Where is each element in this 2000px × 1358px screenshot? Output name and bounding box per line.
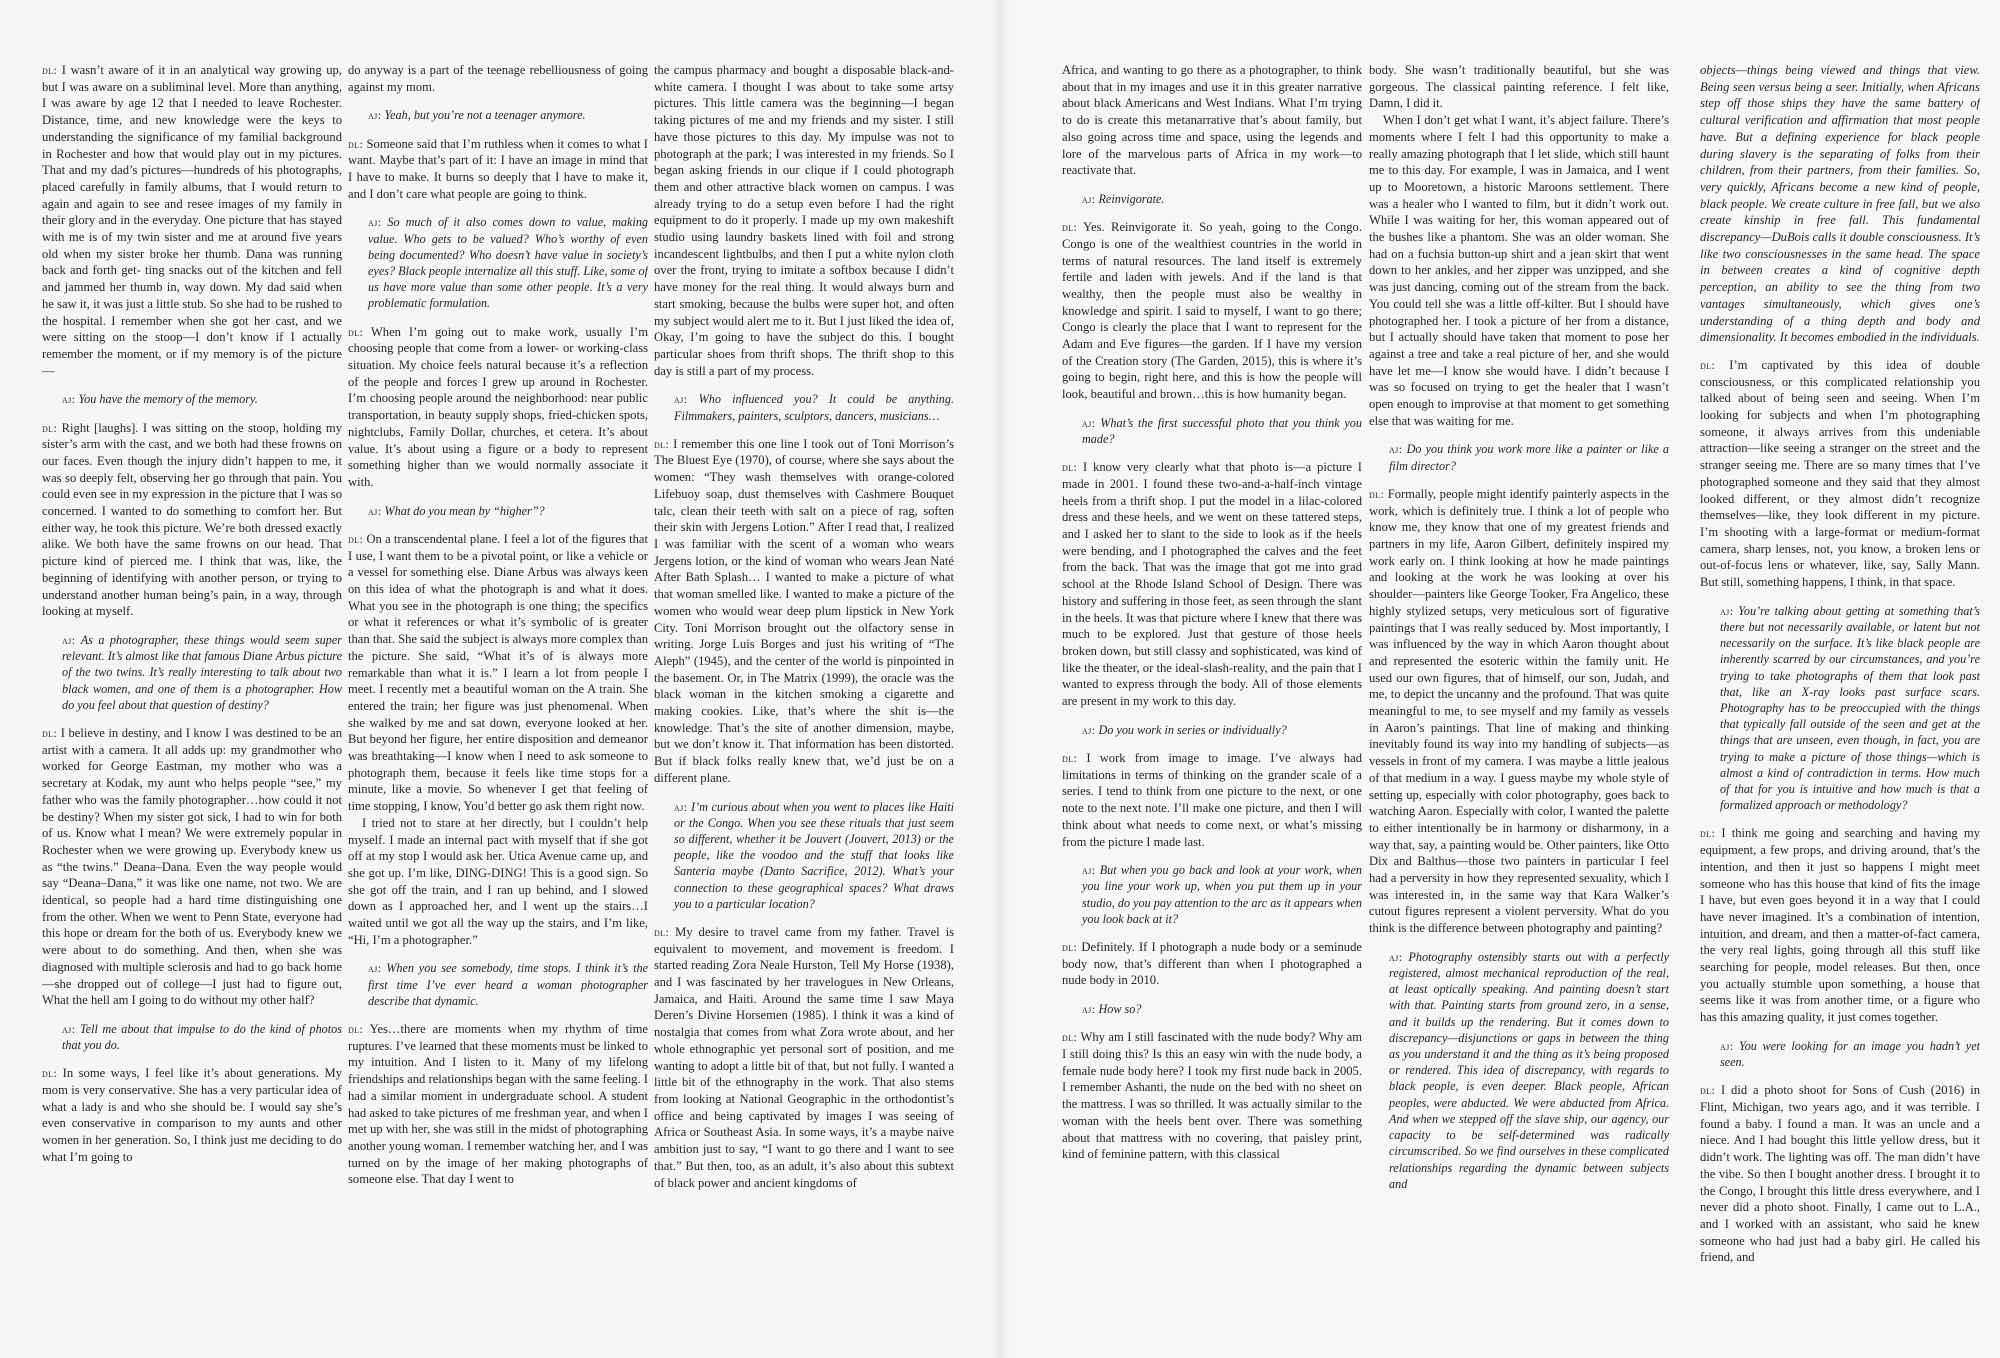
interviewer-question (1389, 441, 1669, 473)
speaker-label: dl: (1369, 486, 1385, 501)
paragraph-text: I work from image to image. I’ve always had limitations in terms of thinking on the grander scale of a series. I tend to think from one picture to the next, or one note to the next note. I’ll make one picture, and then I will think about what needs to come next, or what’s missing from the picture I made last. (1062, 751, 1362, 849)
paragraph (348, 62, 648, 95)
page-gutter (990, 0, 1010, 1358)
paragraph-text: When I’m going out to make work, usually I’m choosing people that come from a lower- or working-class situation. My choice feels natural because it’s a reflection of the people and forces I grew up around in Rochester. I’m choosing people around the neighborhood: near public transportation, in beauty supply shops, fried-chicken spots, nightclubs, Family Dollar, churches, et cetera. It’s about value. It’s about using a figure or a body to represent something higher than we would normally associate it with. (348, 324, 648, 489)
paragraph (654, 924, 954, 1191)
speaker-label: dl: (348, 324, 364, 339)
paragraph (348, 815, 648, 949)
speaker-label: aj: (1082, 1002, 1096, 1017)
paragraph (1062, 1029, 1362, 1163)
speaker-label: dl: (1062, 940, 1078, 955)
speaker-label: dl: (1700, 1083, 1716, 1098)
paragraph (42, 1065, 342, 1165)
paragraph-text: Africa, and wanting to go there as a photographer, to think about that in my images and use it in this greater narrative about black Americans and West Indians. What I’m trying to do is create this metanarrative that’s about family, but also going across time and space, using the legends and lore of the marvelous parts of Africa in my work—to reactivate that. (1062, 63, 1362, 178)
interviewer-question (1082, 191, 1362, 207)
paragraph-text: I wasn’t aware of it in an analytical way growing up, but I was aware on a subliminal level. More than anything, I was aware by age 12 that I needed to leave Rochester. Distance, time, and new knowledge were the keys to understanding the significance of my familial background in Rochester and how that would play out in my pictures. That and my dad’s pictures—hundreds of his photographs, placed carefully in family albums, that I would return to again and again to see and resee images of my family in their glory and in the everyday. One picture that has stayed with me is of my twin sister and me at around five years old when my sister broke her thumb. Dana was running back and forth get- ting snacks out of the kitchen and fell and jammed her thumb in, way down. My dad said when he saw it, it was just a little stub. So she had to be rushed to the hospital. I remember when she got her cast, and we were sitting on the stoop—I don’t know if I actually remember the moment, or if my memory is of the picture— (42, 63, 342, 378)
paragraph-text: objects—things being viewed and things that view. Being seen versus being a seer. Initially, when Africans step off those ships they have the same battery of cultural verification and affirmation that most people have. But a defining experience for black people during slavery is the separating of folks from their children, from their partners, from their families. So, very quickly, Africans become a new kind of people, black people. We create culture in free fall, but we also create kinship in free fall. This fundamental discrepancy—DuBois calls it double consciousness. It’s like two consciousnesses in the same head. The space in between creates a kind of cognitive depth perception, an ability to see the thing from two vantages simultaneously, which gives one’s understanding of a thing depth and body and dimensionality. It becomes embodied in the individuals. (1700, 63, 1980, 345)
paragraph (348, 531, 648, 815)
speaker-label: dl: (1700, 826, 1716, 841)
paragraph-text: But when you go back and look at your work, when you line your work up, when you put them up in your studio, do you pay attention to the arc as it appears when you look back at it? (1082, 863, 1362, 926)
text-column-3 (654, 62, 954, 1332)
paragraph (42, 725, 342, 1009)
paragraph (1062, 62, 1362, 179)
text-column-2 (348, 62, 648, 1332)
speaker-label: dl: (348, 1022, 364, 1037)
speaker-label: aj: (1720, 603, 1734, 618)
paragraph (42, 62, 342, 379)
paragraph-text: I’m captivated by this idea of double consciousness, or this complicated relationship you talked about of being seen and seeing. When I’m looking for subjects and when I’m photographing someone, it always arrives from this undeniable attraction—like seeing a stranger on the street and the stranger seeing me. There are so many times that I’ve photographed someone and they said that they almost looked different, or they almost didn’t recognize themselves—like, they look different in my picture. I’m shooting with a large-format or medium-format camera, sharp lenses, not, you know, a broken lens or out-of-focus lens or whatever, like, say, Sally Mann. But still, something happens, I think, in that space. (1700, 357, 1980, 590)
speaker-label: dl: (1700, 357, 1716, 372)
paragraph (1700, 62, 1980, 346)
speaker-label: dl: (42, 420, 58, 435)
speaker-label: aj: (368, 215, 382, 230)
speaker-label: aj: (1389, 442, 1403, 457)
speaker-label: aj: (62, 633, 76, 647)
interviewer-question (62, 1021, 342, 1053)
paragraph (654, 62, 954, 379)
interviewer-question (368, 503, 648, 519)
paragraph-text: Definitely. If I photograph a nude body or a seminude body now, that’s different than when I photographed a nude body in 2010. (1062, 940, 1362, 988)
speaker-label: aj: (1082, 863, 1096, 878)
paragraph-text: When you see somebody, time stops. I think it’s the first time I’ve ever heard a woman photographer describe that dynamic. (368, 961, 648, 1008)
paragraph-text: What do you mean by “higher”? (384, 503, 545, 518)
paragraph-text: I’m curious about when you went to places like Haiti or the Congo. When you see these rituals that just seem so different, whether it be Jouvert (Jouvert, 2013) or the people, like the voodoo and the stuff that looks like Santeria maybe (Danto Sacrifice, 2012). What’s your connection to these geographical spaces? What draws you to a particular location? (674, 799, 954, 911)
interviewer-question (1389, 949, 1669, 1192)
speaker-label: aj: (368, 108, 382, 123)
paragraph-text: I remember this one line I took out of Toni Morrison’s The Bluest Eye (1970), of course, where she says about the women: “They wash themselves with orange-colored Lifebuoy soap, dust themselves with Cashmere Bouquet talc, clean their teeth with salt on a piece of rag, soften their skin with Jergens Lotion.” After I read that, I realized I was familiar with the scent of a woman who wears Jergens lotion, or the kind of woman who wears Jean Naté After Bath Splash… I wanted to make a picture of what that woman smelled like. I wanted to make a picture of the women who would wear deep plum lipstick in New York City. Toni Morrison brought out the olfactory sense in writing. Jorge Luis Borges and just his writing of “The Aleph” (1945), and the center of the world is pinpointed in the basement. Or, in The Matrix (1999), the oracle was the black woman in the kitchen smoking a cigarette and making cookies. Like, that’s where the shit is—the knowledge. That’s the site of another dimension, maybe, but we don’t know it. That information has been distorted. But if black folks really knew that, we’d just be on a different plane. (654, 436, 954, 785)
paragraph (654, 436, 954, 787)
speaker-label: dl: (1062, 751, 1078, 766)
speaker-label: dl: (654, 924, 670, 939)
speaker-label: aj: (1082, 722, 1096, 737)
speaker-label: aj: (1389, 949, 1403, 964)
paragraph-text: My desire to travel came from my father. Travel is equivalent to movement, and movement is freedom. I started reading Zora Neale Hurston, Tell My Horse (1938), and I was fascinated by her travelogues in New Orleans, Jamaica, and Haiti. Around the same time I saw Maya Deren’s Divine Horsemen (1985). I think it was a kind of nostalgia that comes from what Zora wrote about, and her whole ethnographic yet personal sort of position, and me wanting to adopt a little bit of that, but not fully. I wanted a little bit of the ethnography in the work. That also stems from looking at National Geographic in the orthodontist’s office and being captivated by images I was seeing of Africa or Southeast Asia. In some ways, it’s a maybe naive ambition just to say, “I want to go there and I want to see that.” But then, too, as an adult, it’s also about this subtext of black power and ancient kingdoms of (654, 924, 954, 1190)
speaker-label: dl: (42, 1066, 58, 1081)
paragraph (1369, 112, 1669, 429)
paragraph-text: Someone said that I’m ruthless when it comes to what I want. Maybe that’s part of it: I have an image in mind that I have to make. It burns so deeply that I have to make it, and I don’t care what people are going to think. (348, 136, 648, 201)
text-column-6 (1700, 62, 1980, 1332)
paragraph (1369, 62, 1669, 112)
paragraph (348, 1021, 648, 1188)
paragraph-text: I think me going and searching and having my equipment, a few props, and driving around, that’s the intention, and then it just so happens I might meet someone who has this house that kind of fits the image I have, but even goes beyond it in a way that I could have never imagined. It’s a combination of intention, intuition, and dream, and then a matter-of-fact camera, the very real lights, going through all this stuff like searching for people, model releases. But then, once you actually stumble upon something, a house that seems like it was from another time, or a figure who has this amazing quality, it just comes together. (1700, 826, 1980, 1025)
paragraph-text: On a transcendental plane. I feel a lot of the figures that I use, I want them to be a pivotal point, or like a vehicle or a vessel for something else. Diane Arbus was always keen on this idea of what the photograph is and what it does. What you see in the photograph is one thing; the specifics or what it references or what it’s symbolic of is greater than that. She said the subject is always more complex than the picture. She said, “What it’s of is always more remarkable than what it is.” I learn a lot from people I meet. I recently met a beautiful woman on the A train. She entered the train; her figure was just phenomenal. When she walked by me and sat down, everyone looked at her. But beyond her figure, her entire disposition and demeanor was breathtaking—I know when I need to ask someone to photograph them, because it feels like time stops for a minute, like a movie. So whenever I get that feeling of time stopping, I know, You’d better go ask them right now. (348, 531, 648, 814)
paragraph-text: You were looking for an image you hadn’t yet seen. (1720, 1038, 1980, 1070)
paragraph-text: Photography ostensibly starts out with a perfectly registered, almost mechanical reproduction of the real, at least optically speaking. And painting doesn’t start with that. Painting starts from ground zero, in a sense, and it builds up the rendering. But it comes down to discrepancy—disjunctions or gaps in between the thing as you understand it and the thing as it’s being proposed or rendered. This idea of discrepancy, with regards to black people, is even deeper. Black people, African peoples, were abducted. We were abducted from Africa. And when we stepped off the slave ship, our agency, our capacity to be self-determined was radically circumscribed. So we find ourselves in these complicated relationships regarding the dynamic between subjects and (1389, 949, 1669, 1191)
text-column-4 (1062, 62, 1362, 1332)
speaker-label: dl: (42, 63, 58, 77)
paragraph-text: the campus pharmacy and bought a disposable black-and-white camera. I thought I was about to take some artsy pictures. This little camera was the beginning—I began taking pictures of me and my friends and my sister. I still have those pictures to this day. My impulse was not to photograph at the park; I was interested in my friends. So I began asking friends in our clique if I could photograph them and other attractive black women on campus. I was already trying to do a setup even before I had the right equipment to do it properly. I made up my own makeshift studio using laundry baskets lined with foil and strong incandescent lightbulbs, and then I put a white nylon cloth over the front, trying to imitate a softbox because I didn’t have money for the real thing. It would always burn and start smoking, because the bulbs were super hot, and often my subject would alert me to it. But I just liked the idea of, Okay, I’m going to have the subject do this. I bought particular shoes from thrift shops. The thrift shop to this day is still a part of my process. (654, 63, 954, 378)
paragraph-text: When I don’t get what I want, it’s abject failure. There’s moments where I felt I had this opportunity to make a really amazing photograph that I let slide, which still haunt me to this day. For example, I was in Jamaica, and I went up to Mooretown, a historic Maroons settlement. There was a healer who I wanted to film, but it didn’t work out. While I was waiting for her, this woman appeared out of the bushes like a phantom. She was an older woman. She had on a fuchsia button-up shirt and a jean skirt that went down to her ankles, and her zipper was unzipped, and she was just dancing, coming out of the stream from the back. You could tell she was a little off-kilter. But I should have photographed her. I took a picture of her from a distance, but I actually should have taken that moment to pose her against a tree and take a real picture of her, and she would have let me—I know she would have. I didn’t because I was so focused on trying to get the healer that I wasn’t open enough to improvise at that moment to get something else that was waiting for me. (1369, 113, 1669, 428)
paragraph (1700, 357, 1980, 591)
paragraph-text: do anyway is a part of the teenage rebelliousness of going against my mom. (348, 63, 648, 94)
paragraph (42, 420, 342, 620)
speaker-label: dl: (654, 436, 670, 451)
interviewer-question (368, 960, 648, 1009)
interviewer-question (674, 391, 954, 423)
paragraph-text: You have the memory of the memory. (78, 392, 258, 407)
paragraph-text: Tell me about that impulse to do the kind of photos that you do. (62, 1021, 342, 1053)
text-column-1 (42, 62, 342, 1332)
paragraph-text: Yeah, but you’re not a teenager anymore. (384, 108, 586, 123)
paragraph-text: Right [laughs]. I was sitting on the stoop, holding my sister’s arm with the cast, and we both had these frowns on our faces. Even though the injury didn’t happen to me, it was so deeply felt, observing her go through that pain. You could even see in my expression in the picture that I was so concerned. I wanted to do something to comfort her. But either way, he took this picture. We’re both dressed exactly alike. We both have the same frowns on our head. That picture kind of pierced me. I think that was, like, the beginning of identifying with another person, or trying to understand another human being’s pain, in a way, through looking at myself. (42, 420, 342, 619)
paragraph-text: I know very clearly what that photo is—a picture I made in 2001. I found these two-and-a-half-inch vintage heels from a thrift shop. I put the model in a lilac-colored dress and these heels, and we went on these tattered steps, and I asked her to slant to the side to look as if the heels were bending, and I photographed the calves and the feet from the back. That was the image that got me into grad school at the Rhode Island School of Design. There was history and suffering in those feet, as seen through the slant in the heels. It was that picture where I knew that there was much to be explored. Just that gesture of those heels broken down, but still classy and sophisticated, was kind of like the theater, or the ideal-slash-reality, and the pain that I wanted to express through the body. All of those elements are present in my work to this day. (1062, 460, 1362, 709)
paragraph-text: As a photographer, these things would seem super relevant. It’s almost like that famous Diane Arbus picture of the two twins. It’s really interesting to talk about two black women, and one of them is a photographer. How do you feel about that question of destiny? (62, 633, 342, 712)
speaker-label: dl: (42, 726, 58, 741)
speaker-label: aj: (368, 503, 382, 518)
speaker-label: aj: (62, 1021, 76, 1036)
interviewer-question (1082, 415, 1362, 447)
paragraph (1700, 1082, 1980, 1266)
speaker-label: aj: (1082, 191, 1096, 206)
paragraph (1062, 750, 1362, 850)
interviewer-question (1082, 1001, 1362, 1017)
speaker-label: aj: (62, 392, 76, 407)
speaker-label: aj: (1720, 1038, 1734, 1053)
interviewer-question (1082, 722, 1362, 738)
interviewer-question (368, 214, 648, 311)
speaker-label: dl: (348, 531, 364, 546)
paragraph-text: Reinvigorate. (1098, 191, 1165, 206)
interviewer-question (62, 632, 342, 713)
paragraph-text: I did a photo shoot for Sons of Cush (2016) in Flint, Michigan, two years ago, and it was terrible. I found a baby. I found a man. It was an uncle and a niece. And I had bought this little yellow dress, but it didn’t work. The lighting was off. The man didn’t have the vibe. So then I bought another dress. I brought it to the Congo, I brought this little dress everywhere, and I never did a photo shoot. Finally, I came out to L.A., and I worked with an assistant, who said he knew someone who had just had a baby girl. He called his friend, and (1700, 1083, 1980, 1265)
speaker-label: dl: (1062, 460, 1078, 475)
paragraph-text: How so? (1098, 1002, 1142, 1017)
paragraph-text: Do you think you work more like a painter or like a film director? (1389, 442, 1669, 473)
speaker-label: dl: (348, 136, 364, 151)
interviewer-question (674, 799, 954, 912)
paragraph-text: Why am I still fascinated with the nude body? Why am I still doing this? Is this an easy win with the nude body, a female nude body here? I took my first nude back in 2005. I remember Ashanti, the nude on the bed with no sheet on the mattress. I was so thrilled. It was actually similar to the woman with the heels bent over. There was something about that mattress with no covering, that paisley print, kind of feminine pattern, with this classical (1062, 1030, 1362, 1162)
speaker-label: aj: (1082, 415, 1096, 430)
interviewer-question (1720, 1038, 1980, 1070)
speaker-label: dl: (1062, 220, 1078, 235)
interviewer-question (368, 107, 648, 123)
speaker-label: dl: (1062, 1030, 1078, 1045)
paragraph-text: body. She wasn’t traditionally beautiful, but she was gorgeous. The classical painting reference. I felt like, Damn, I did it. (1369, 63, 1669, 111)
paragraph (1062, 219, 1362, 403)
paragraph (1369, 486, 1669, 937)
paragraph-text: You’re talking about getting at something that’s there but not necessarily available, or latent but not necessarily on the surface. It’s like black people are inherently scarred by our circumstances, and you’re trying to take photographs of them that look past that, like an X-ray looks past surface scars. Photography has to be preoccupied with the things that typically fall outside of the seen and get at the things that are unseen, even though, in fact, you are trying to make a picture of those things—which is almost a kind of contradiction in terms. How much of that for you is intuitive and how much is that a formalized approach or methodology? (1720, 603, 1980, 813)
paragraph-text: Do you work in series or individually? (1098, 722, 1287, 737)
paragraph-text: What’s the first successful photo that you think you made? (1082, 415, 1362, 447)
paragraph-text: So much of it also comes down to value, making value. Who gets to be valued? Who’s worthy of even being documented? Who doesn’t have value in society’s eyes? Black people internalize all this stuff. Like, some of us have more value than some other people. It’s a very problematic formulation. (368, 215, 648, 311)
paragraph (348, 324, 648, 491)
paragraph-text: I believe in destiny, and I know I was destined to be an artist with a camera. It all adds up: my grandmother who worked for George Eastman, my mother who was a secretary at Kodak, my aunt who helps people “see,” my father who was the family photographer…how could it not be destiny? When my sister got sick, I had to win for both of us. Know what I mean? We were extremely popular in Rochester when we were growing up. Everybody knew us as “the twins.” Deana–Dana. Even the way people would say “Deana–Dana,” it was like one name, not two. We are identical, so people had a hard time distinguishing one from the other. When we went to Penn State, everyone had this hope or dream for the both of us. Everybody knew we were about to do something. And then, when she was diagnosed with multiple sclerosis and had to go back home—she dropped out of college—I just had to figure out, What the hell am I going to do without my other half? (42, 726, 342, 1008)
paragraph (348, 136, 648, 203)
interviewer-question (1720, 603, 1980, 814)
paragraph (1700, 825, 1980, 1025)
paragraph-text: Formally, people might identify painterly aspects in the work, which is definitely true. I think a lot of people who know me, they know that one of my greatest friends and partners in my life, Aaron Gilbert, definitely inspired my work early on. I think looking at how he made paintings and looking at the work he was looking at over his shoulder—painters like George Tooker, Fra Angelico, these highly stylized setups, very meticulous sort of figurative paintings that I was really seduced by. Most importantly, I was influenced by the way in which Aaron thought about and represented the esoteric within the family unit. He used our own figures, that of himself, our son, Judah, and me, to depict the uncanny and the profound. That was quite meaningful to me, to see myself and my family as vessels in Aaron’s paintings. That line of making and thinking inevitably found its way into my handling of subjects—as vessels in front of my camera. I was maybe a little jealous of that medium in a way. I guess maybe my whole style of setting up, especially with color photography, goes back to watching Aaron. Especially with color, I wanted the palette to either intentionally be in harmony or disharmony, in a way that, say, a painting would be. Other painters, like Otto Dix and Balthus—those two painters in particular I feel had a perversity in how they represented sexuality, which I was interested in, in the same way that Kara Walker’s cutout figures represent a violent perversity. What do you think is the difference between photography and painting? (1369, 486, 1669, 936)
paragraph (1062, 939, 1362, 989)
speaker-label: aj: (368, 961, 382, 976)
interviewer-question (62, 391, 342, 407)
paragraph-text: Yes…there are moments when my rhythm of time ruptures. I’ve learned that these moments must be linked to my intuition. And I listen to it. Many of my lifelong friendships and relationships began with the same feeling. I had a similar moment in undergraduate school. A student had asked to take pictures of me freshman year, and when I met up with her, she was still in the midst of photographing another young woman. I remember watching her, and I was turned on by the image of her making photographs of someone else. That day I went to (348, 1022, 648, 1187)
interviewer-question (1082, 862, 1362, 927)
speaker-label: aj: (674, 392, 688, 407)
paragraph-text: In some ways, I feel like it’s about generations. My mom is very conservative. She has a very particular idea of what a lady is and who she should be. I would say she’s even conservative in comparison to my aunts and other women in her generation. So, I think just me deciding to do what I’m going to (42, 1066, 342, 1164)
speaker-label: aj: (674, 799, 688, 814)
paragraph-text: Who influenced you? It could be anything. Filmmakers, painters, sculptors, dancers, musicians… (674, 392, 954, 423)
text-column-5 (1369, 62, 1669, 1332)
paragraph-text: I tried not to stare at her directly, but I couldn’t help myself. I made an internal pact with myself that if she got off at my stop I would ask her. Utica Avenue came up, and she got up. I’m like, DING-DING! This is a good sign. So she got off the train, and I ran up behind, and I slowed down as I approached her, and I went up the stairs…I waited until we got all the way up the stairs, and I’m like, “Hi, I’m a photographer.” (348, 815, 648, 947)
paragraph-text: Yes. Reinvigorate it. So yeah, going to the Congo. Congo is one of the wealthiest countries in the world in terms of natural resources. The land itself is extremely fertile and laden with jewels. And if the land is that wealthy, then the people must also be wealthy in knowledge and spirit. I said to myself, I want to go there; Congo is clearly the place that I want to represent for the Adam and Eve figures—the garden. If I have my version of the Creation story (The Garden, 2015), this is where it’s going to begin, right here, and this is how the people will look, beautiful and brown…this is how humanity began. (1062, 220, 1362, 402)
paragraph (1062, 459, 1362, 710)
